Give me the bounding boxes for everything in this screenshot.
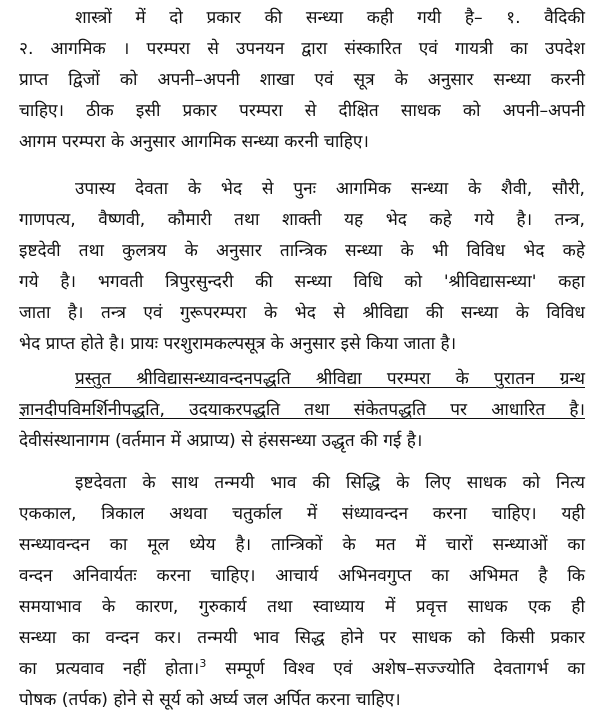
paragraph-4-line-5: समयाभाव के कारण, गुरुकार्य तथा स्वाध्याय में प्रवृत्त साधक एक ही (19, 597, 585, 617)
paragraph-4-line-6: सन्ध्या का वन्दन कर। तन्मयी भाव सिद्ध होने पर साधक को किसी प्रकार (19, 628, 585, 648)
paragraph-2-line-4: गये है। भगवती त्रिपुरसुन्दरी की सन्ध्या विधि को 'श्रीविद्यासन्ध्या' कहा (19, 272, 585, 292)
paragraph-3-line-2: ज्ञानदीपविमर्शिनीपद्धति, उदयाकरपद्धति तथा संकेतपद्धति पर आधारित है। (19, 400, 585, 420)
paragraph-4-line-4: वन्दन अनिवार्यतः करना चाहिए। आचार्य अभिनवगुप्त का अभिमत है कि (19, 566, 585, 586)
paragraph-2-line-1: उपास्य देवता के भेद से पुनः आगमिक सन्ध्या के शैवी, सौरी, (75, 179, 585, 199)
paragraph-1-line-4: चाहिए। ठीक इसी प्रकार परम्परा से दीक्षित साधक को अपनी–अपनी (19, 101, 585, 121)
paragraph-4-line-8: पोषक (तर्पक) होने से सूर्य को अर्घ्य जल अर्पित करना चाहिए। (19, 690, 401, 710)
paragraph-4-line-2: एककाल, त्रिकाल अथवा चतुर्काल में संध्यावन्दन करना चाहिए। यही (19, 504, 585, 524)
paragraph-1-line-2: २. आगमिक । परम्परा से उपनयन द्वारा संस्कारित एवं गायत्री का उपदेश (19, 39, 585, 59)
paragraph-1-line-3: प्राप्त द्विजों को अपनी–अपनी शाखा एवं सूत्र के अनुसार सन्ध्या करनी (19, 70, 585, 90)
paragraph-4-line-3: सन्ध्यावन्दन का मूल ध्येय है। तान्त्रिकों के मत में चारों सन्ध्याओं का (19, 535, 585, 555)
footnote-marker: 3 (199, 657, 207, 670)
paragraph-4-line-7-end: सम्पूर्ण विश्व एवं अशेष–सज्ज्योति देवतागर्भ का (206, 659, 585, 679)
paragraph-4-line-7-start: का प्रत्यवाव नहीं होता। (19, 659, 200, 679)
paragraph-1-line-5: आगम परम्परा के अनुसार आगमिक सन्ध्या करनी चाहिए। (19, 132, 369, 152)
paragraph-4-line-7 (19, 654, 585, 684)
paragraph-2-line-2: गाणपत्य, वैष्णवी, कौमारी तथा शाक्ती यह भेद कहे गये है। तन्त्र, (19, 210, 585, 230)
paragraph-1-line-1: शास्त्रों में दो प्रकार की सन्ध्या कही गयी है– १. वैदिकी (75, 8, 585, 28)
paragraph-4-line-1: इष्टदेवता के साथ तन्मयी भाव की सिद्धि के लिए साधक को नित्य (75, 473, 585, 493)
paragraph-3-line-1: प्रस्तुत श्रीविद्यासन्ध्यावन्दनपद्धति श्रीविद्या परम्परा के पुरातन ग्रन्थ (75, 369, 585, 389)
paragraph-2-line-6: भेद प्राप्त होते है। प्रायः परशुरामकल्पसूत्र के अनुसार इसे किया जाता है। (19, 334, 457, 354)
paragraph-3-line-3: देवीसंस्थानागम (वर्तमान में अप्राप्य) से हंससन्ध्या उद्धृत की गई है। (19, 431, 423, 451)
paragraph-2-line-3: इष्टदेवी तथा कुलत्रय के अनुसार तान्त्रिक सन्ध्या के भी विविध भेद कहे (19, 241, 585, 261)
paragraph-2-line-5: जाता है। तन्त्र एवं गुरूपरम्परा के भेद से श्रीविद्या की सन्ध्या के विविध (19, 303, 585, 323)
